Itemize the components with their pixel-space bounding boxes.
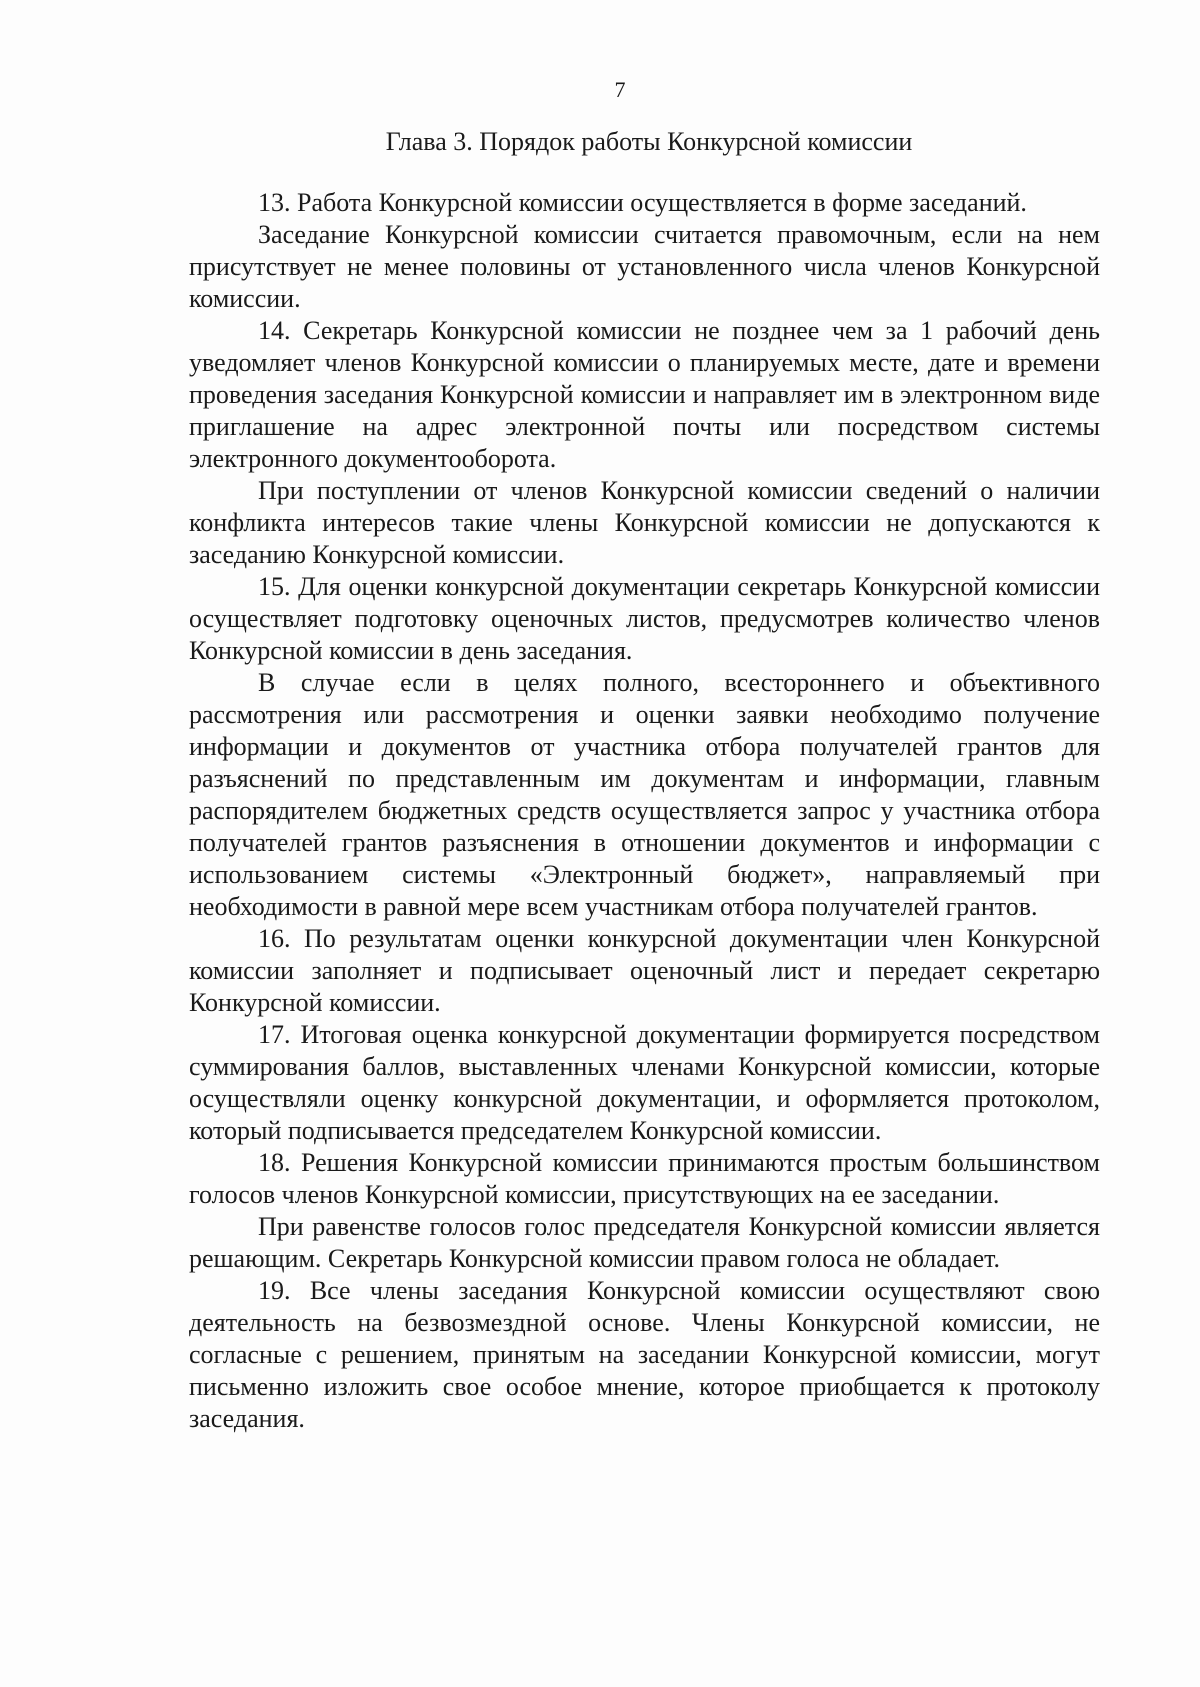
paragraph-16: 16. По результатам оценки конкурсной документации член Конкурсной комиссии заполняет и подписывает оценочный лист и передает секретарю Конкурсной комиссии. [189, 924, 1100, 1017]
paragraph-13: 13. Работа Конкурсной комиссии осуществляется в форме заседаний. [258, 188, 1027, 217]
page-number: 7 [614, 77, 626, 102]
paragraph-15-clarification: В случае если в целях полного, всестороннего и объективного рассмотрения или рассмотрения и оценки заявки необходимо получение информации и документов от участника отбора получателей грантов для разъяснений по представленным им документам и информации, главным распорядителем бюджетных средств осуществляется запрос у участника отбора получателей грантов разъяснения в отношении документов и информации с использованием системы «Электронный бюджет», направляемый при необходимости в равной мере всем участникам отбора получателей грантов. [189, 668, 1100, 921]
chapter-title: Глава 3. Порядок работы Конкурсной комиссии [385, 127, 913, 156]
paragraph-18: 18. Решения Конкурсной комиссии принимаются простым большинством голосов членов Конкурсной комиссии, присутствующих на ее заседании. [189, 1148, 1100, 1209]
paragraph-19: 19. Все члены заседания Конкурсной комиссии осуществляют свою деятельность на безвозмездной основе. Члены Конкурсной комиссии, не согласные с решением, принятым на заседании Конкурсной комиссии, могут письменно изложить свое особое мнение, которое приобщается к протоколу заседания. [189, 1276, 1100, 1433]
paragraph-17: 17. Итоговая оценка конкурсной документации формируется посредством суммирования баллов, выставленных членами Конкурсной комиссии, которые осуществляли оценку конкурсной документации, и оформляется протоколом, который подписывается председателем Конкурсной комиссии. [189, 1020, 1100, 1145]
paragraph-14: 14. Секретарь Конкурсной комиссии не позднее чем за 1 рабочий день уведомляет членов Конкурсной комиссии о планируемых месте, дате и времени проведения заседания Конкурсной комиссии и направляет им в электронном виде приглашение на адрес электронной почты или посредством системы электронного документооборота. [189, 316, 1100, 473]
paragraph-15: 15. Для оценки конкурсной документации секретарь Конкурсной комиссии осуществляет подготовку оценочных листов, предусмотрев количество членов Конкурсной комиссии в день заседания. [189, 572, 1100, 665]
paragraph-18-tie: При равенстве голосов голос председателя Конкурсной комиссии является решающим. Секретарь Конкурсной комиссии правом голоса не обладает. [189, 1212, 1100, 1273]
paragraph-14-conflict: При поступлении от членов Конкурсной комиссии сведений о наличии конфликта интересов такие члены Конкурсной комиссии не допускаются к заседанию Конкурсной комиссии. [189, 476, 1100, 569]
paragraph-13-quorum: Заседание Конкурсной комиссии считается правомочным, если на нем присутствует не менее половины от установленного числа членов Конкурсной комиссии. [189, 220, 1100, 313]
document-body [189, 187, 1100, 1435]
